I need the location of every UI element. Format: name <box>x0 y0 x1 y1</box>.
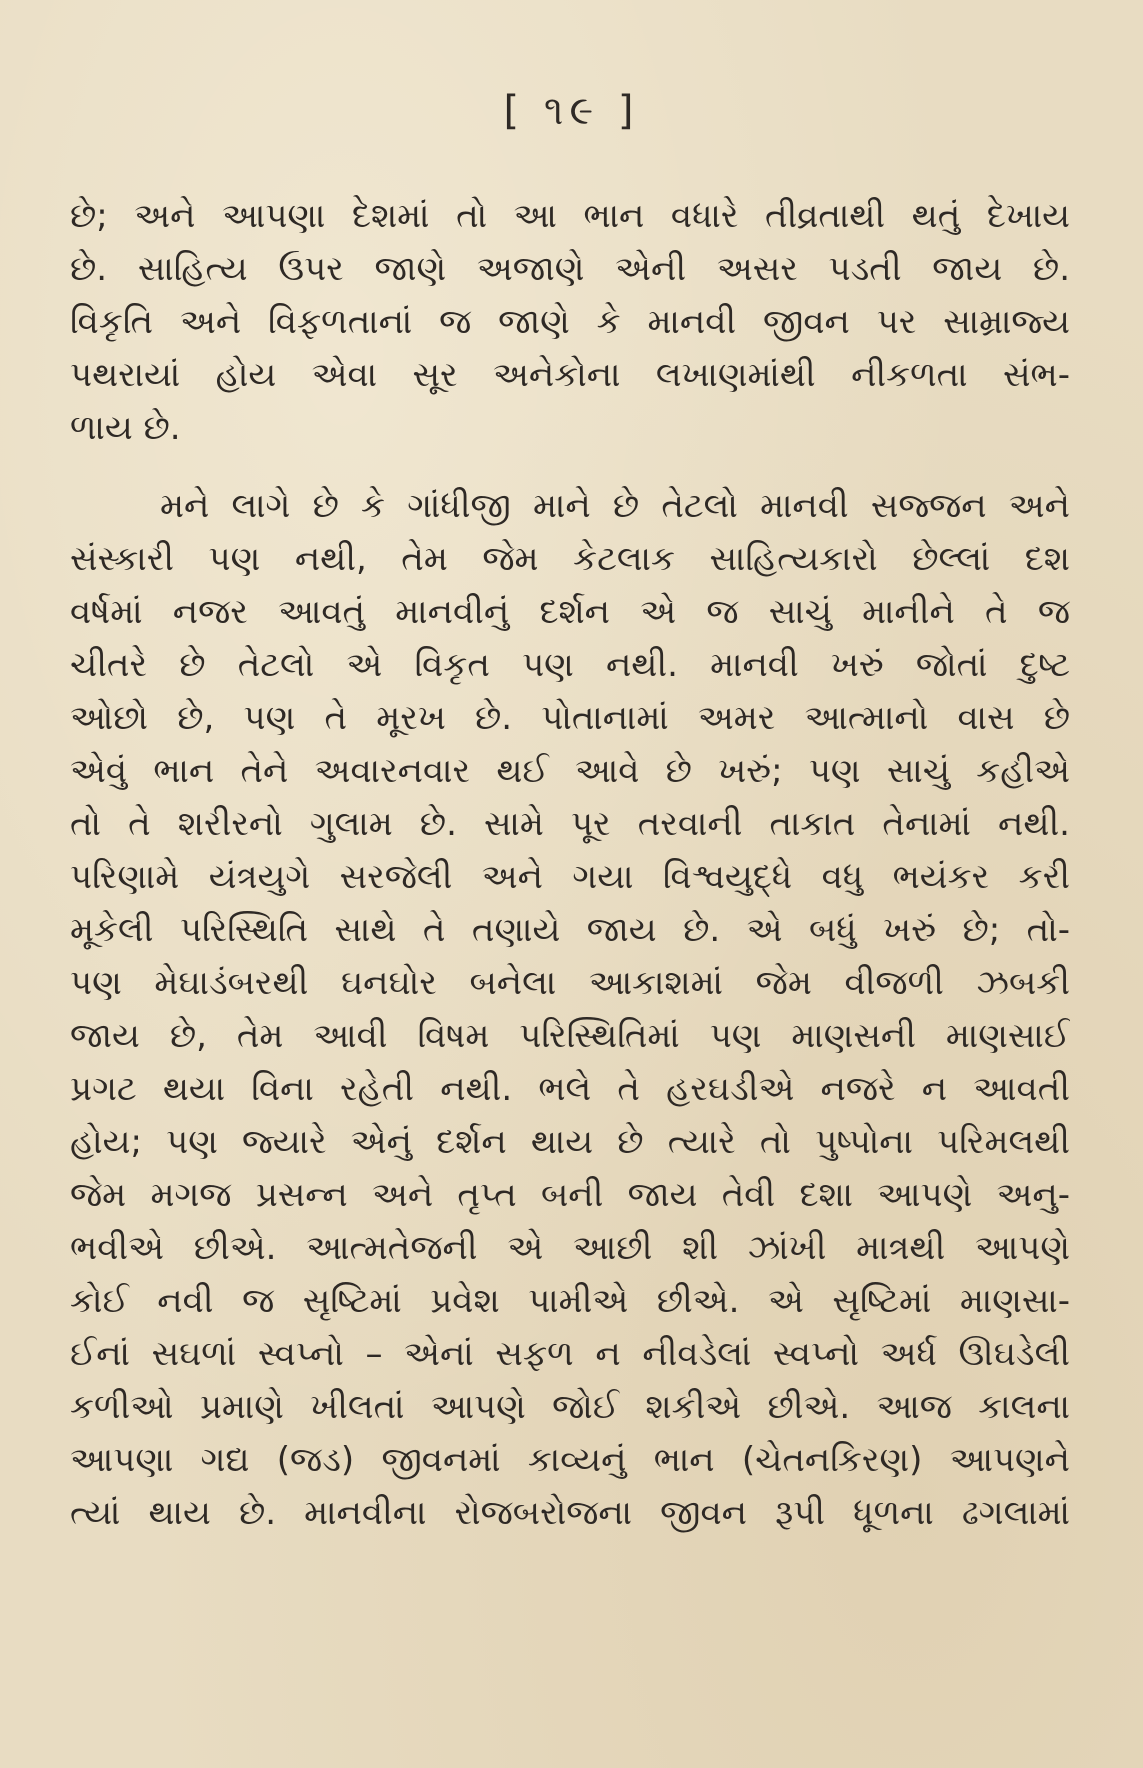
text-line: જેમ મગજ પ્રસન્ન અને તૃપ્ત બની જાય તેવી દશા આપણે અનુ- <box>70 1175 1070 1215</box>
text-line: હોય; પણ જ્યારે એનું દર્શન થાય છે ત્યારે તો પુષ્પોના પરિમલથી <box>70 1122 1070 1162</box>
text-line: ઈનાં સઘળાં સ્વપ્નો – એનાં સફળ ન નીવડેલાં સ્વપ્નો અર્ધ ઊઘડેલી <box>70 1334 1070 1374</box>
text-line: કોઈ નવી જ સૃષ્ટિમાં પ્રવેશ પામીએ છીએ. એ સૃષ્ટિમાં માણસા- <box>70 1281 1070 1321</box>
paragraph-1 <box>70 190 1070 455</box>
text-line: ળાય છે. <box>70 408 181 448</box>
text-line: પરિણામે યંત્રયુગે સરજેલી અને ગયા વિશ્વયુદ્ધે વધુ ભયંકર કરી <box>70 857 1070 897</box>
text-line: મને લાગે છે કે ગાંધીજી માને છે તેટલો માનવી સજ્જન અને <box>160 486 1070 526</box>
text-line: પથરાયાં હોય એવા સૂર અનેકોના લખાણમાંથી નીકળતા સંભ- <box>70 355 1070 395</box>
text-line: ઓછો છે, પણ તે મૂરખ છે. પોતાનામાં અમર આત્માનો વાસ છે <box>70 698 1070 738</box>
text-line: વિકૃતિ અને વિફળતાનાં જ જાણે કે માનવી જીવન પર સામ્રાજ્ય <box>70 302 1070 342</box>
text-line: ભવીએ છીએ. આત્મતેજની એ આછી શી ઝાંખી માત્રથી આપણે <box>70 1228 1070 1268</box>
text-line: છે. સાહિત્ય ઉપર જાણે અજાણે એની અસર પડતી જાય છે. <box>70 249 1070 289</box>
page-number: [ ૧૯ ] <box>503 88 640 134</box>
text-line: વર્ષમાં નજર આવતું માનવીનું દર્શન એ જ સાચું માનીને તે જ <box>70 592 1070 632</box>
text-line: કળીઓ પ્રમાણે ખીલતાં આપણે જોઈ શકીએ છીએ. આજ કાલના <box>70 1387 1070 1427</box>
text-line: પ્રગટ થયા વિના રહેતી નથી. ભલે તે હરઘડીએ નજરે ન આવતી <box>70 1069 1070 1109</box>
text-line: સંસ્કારી પણ નથી, તેમ જેમ કેટલાક સાહિત્યકારો છેલ્લાં દશ <box>70 539 1070 579</box>
paragraph-2 <box>70 480 1070 1540</box>
text-line: એવું ભાન તેને અવારનવાર થઈ આવે છે ખરું; પણ સાચું કહીએ <box>70 751 1070 791</box>
text-line: જાય છે, તેમ આવી વિષમ પરિસ્થિતિમાં પણ માણસની માણસાઈ <box>70 1016 1070 1056</box>
text-line: છે; અને આપણા દેશમાં તો આ ભાન વધારે તીવ્રતાથી થતું દેખાય <box>70 196 1070 236</box>
text-line: પણ મેઘાડંબરથી ઘનઘોર બનેલા આકાશમાં જેમ વીજળી ઝબકી <box>70 963 1070 1003</box>
text-line: ચીતરે છે તેટલો એ વિકૃત પણ નથી. માનવી ખરું જોતાં દુષ્ટ <box>70 645 1070 685</box>
text-line: મૂકેલી પરિસ્થિતિ સાથે તે તણાયે જાય છે. એ બધું ખરું છે; તો- <box>70 910 1070 950</box>
text-line: આપણા ગદ્ય (જડ) જીવનમાં કાવ્યનું ભાન (ચેતનકિરણ) આપણને <box>70 1440 1070 1480</box>
text-line: ત્યાં થાય છે. માનવીના રોજબરોજના જીવન રૂપી ધૂળના ઢગલામાં <box>70 1493 1070 1533</box>
text-line: તો તે શરીરનો ગુલામ છે. સામે પૂર તરવાની તાકાત તેનામાં નથી. <box>70 804 1070 844</box>
